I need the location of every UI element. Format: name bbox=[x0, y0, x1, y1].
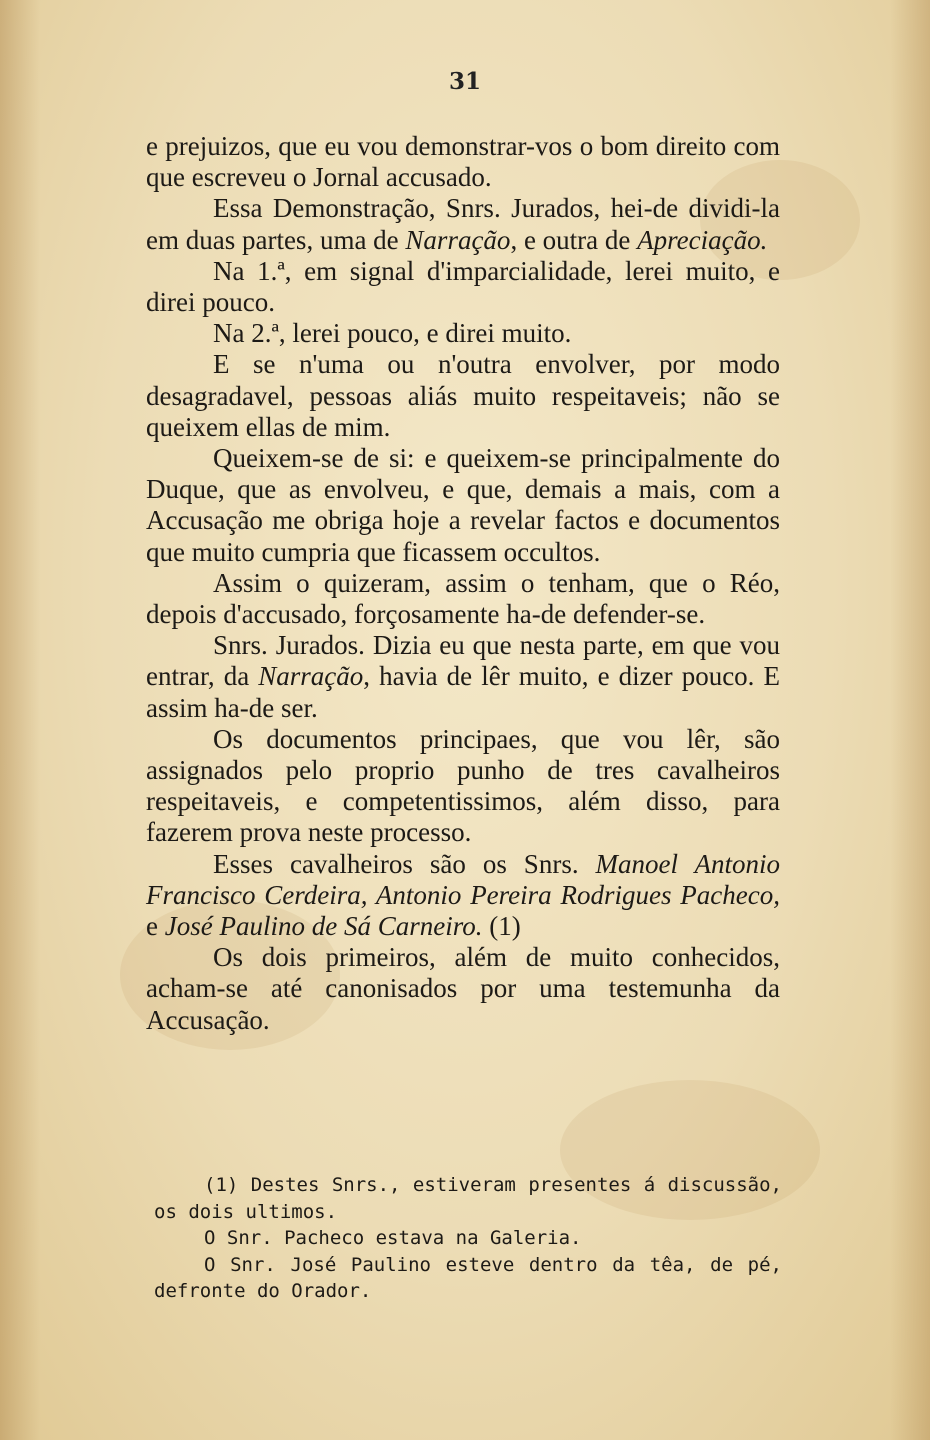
paragraph bbox=[146, 318, 780, 349]
text-run: Na 1.ª, em signal d'imparcialidade, lerei muito, e direi pouco. bbox=[146, 255, 780, 318]
italic-text: Narração bbox=[405, 224, 511, 255]
text-run: E se n'uma ou n'outra envolver, por modo desagradavel, pessoas aliás muito respeitaveis; não se queixem ellas de mim. bbox=[146, 349, 780, 442]
body-text bbox=[146, 131, 780, 1036]
page-edge-shadow-right bbox=[890, 0, 930, 1440]
italic-text: Manoel Antonio Francisco Cerdeira, Antonio Pereira Rodrigues Pacheco, bbox=[146, 848, 780, 910]
text-run: e bbox=[146, 911, 165, 942]
page-edge-shadow-left bbox=[0, 0, 40, 1440]
paragraph bbox=[146, 630, 780, 724]
text-run: Os dois primeiros, além de muito conhecidos, acham-se até canonisados por uma testemunha da Accusação. bbox=[146, 942, 780, 1035]
footnote: O Snr. Pacheco estava na Galeria. bbox=[204, 1227, 582, 1249]
paragraph bbox=[146, 724, 780, 849]
text-run: , havia de lêr muito, e dizer pouco. E assim ha-de ser. bbox=[146, 661, 780, 723]
text-run: Assim o quizeram, assim o tenham, que o Réo, depois d'accusado, forçosamente ha-de defender-se. bbox=[146, 567, 780, 630]
italic-text: Narração bbox=[258, 661, 364, 692]
paragraph bbox=[146, 131, 780, 193]
paragraph bbox=[146, 568, 780, 630]
text-run: Snrs. Jurados. Dizia eu que nesta parte, em que vou entrar, da bbox=[146, 630, 780, 692]
text-run: Queixem-se de si: e queixem-se principalmente do Duque, que as envolveu, e que, demais a mais, com a Accusação me obriga hoje a revelar factos e documentos que muito cumpria que ficassem occultos. bbox=[146, 443, 780, 567]
text-run: e prejuizos, que eu vou demonstrar-vos o bom direito com que escreveu o Jornal accusado. bbox=[146, 131, 780, 193]
text-run: Na 2.ª, lerei pouco, e direi muito. bbox=[213, 318, 572, 349]
footnote: O Snr. José Paulino esteve dentro da têa, de pé, defronte do Orador. bbox=[154, 1253, 782, 1302]
paragraph bbox=[146, 349, 780, 443]
footnote: (1) Destes Snrs., estiveram presentes á discussão, os dois ultimos. bbox=[154, 1174, 782, 1223]
text-run: Os documentos principaes, que vou lêr, são assignados pelo proprio punho de tres cavalheiros respeitaveis, e competentissimos, além disso, para fazerem prova neste processo. bbox=[146, 723, 780, 848]
page-number: 31 bbox=[448, 68, 481, 95]
footnotes bbox=[154, 1172, 782, 1305]
italic-text: José Paulino de Sá Carneiro. bbox=[164, 911, 483, 942]
paragraph bbox=[146, 942, 780, 1036]
paragraph bbox=[146, 443, 780, 568]
paragraph bbox=[146, 849, 780, 943]
paragraph bbox=[146, 256, 780, 318]
text-run: , e outra de bbox=[510, 224, 638, 255]
text-run: Essa Demonstração, Snrs. Jurados, hei-de dividi-la em duas partes, uma de bbox=[146, 193, 780, 255]
text-run: (1) bbox=[482, 911, 521, 942]
italic-text: Apreciação. bbox=[637, 224, 768, 255]
paragraph bbox=[146, 193, 780, 255]
text-run: Esses cavalheiros são os Snrs. bbox=[213, 848, 596, 879]
